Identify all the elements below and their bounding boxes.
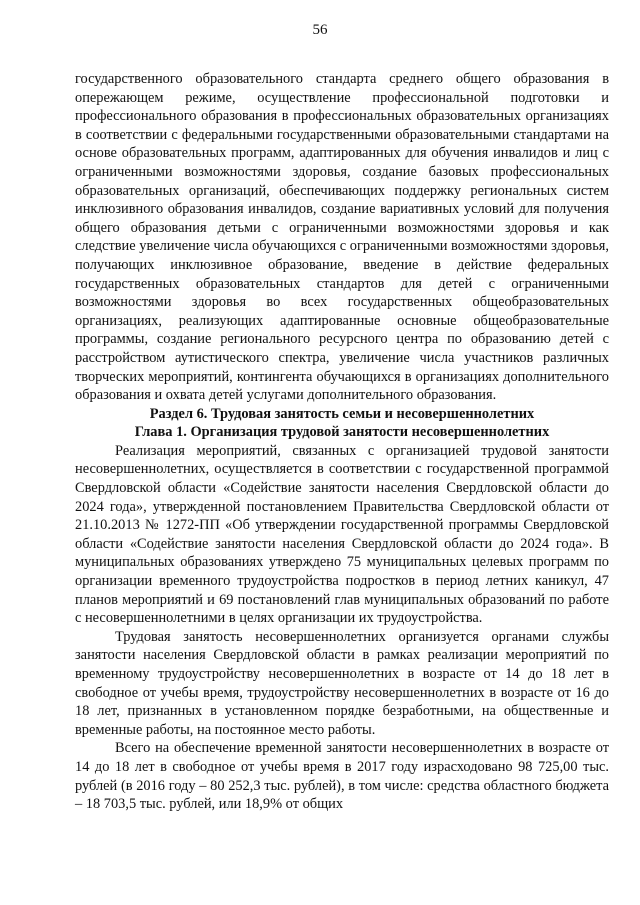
paragraph: Реализация мероприятий, связанных с организацией трудовой занятости несовершеннолетних, осуществляется в соответствии с государственной программой Свердловской области «Содействие занятости населения Свердловской области до 2024 года», утвержденной постановлением Правительства Свердловской области от 21.10.2013 № 1272-ПП «Об утверждении государственной программы Свердловской области «Содействие занятости населения Свердловской области до 2024 года». В муниципальных образованиях утверждено 75 муниципальных целевых программ по организации временного трудоустройства подростков в период летних каникул, 47 планов мероприятий и 69 постановлений глав муниципальных образований по работе с несовершеннолетними в целях организации их трудоустройства. — [75, 442, 609, 627]
paragraph: Всего на обеспечение временной занятости несовершеннолетних в возрасте от 14 до 18 лет в свободное от учебы время в 2017 году израсходовано 98 725,00 тыс. рублей (в 2016 году – 80 252,3 тыс. рублей), в том числе: средства областного бюджета – 18 703,5 тыс. рублей, или 18,9% от общих — [75, 740, 609, 813]
page-number: 56 — [312, 22, 328, 38]
chapter-heading: Глава 1. Организация трудовой занятости несовершеннолетних — [134, 424, 550, 441]
document-body — [75, 70, 609, 814]
paragraph-continued: государственного образовательного стандарта среднего общего образования в опережающем режиме, осуществление профессиональной подготовки и профессионального образования в профессиональных образовательных организациях в соответствии с федеральными государственными образовательными стандартами на основе образовательных программ, адаптированных для обучения инвалидов и лиц с ограниченными возможностями здоровья, создание базовых профессиональных образовательных организаций, обеспечивающих поддержку региональных систем инклюзивного образования инвалидов, создание вариативных условий для получения общего образования детьми с ограниченными возможностями здоровья и как следствие увеличение числа обучающихся с ограниченными возможностями здоровья, получающих инклюзивное образование, введение в действие федеральных государственных образовательных стандартов для детей с ограниченными возможностями здоровья во всех государственных общеобразовательных организациях, реализующих адаптированные основные общеобразовательные программы, создание регионального ресурсного центра по образованию детей с расстройством аутистического спектра, увеличение числа участников различных творческих мероприятий, контингента обучающихся в организациях дополнительного образования и охвата детей услугами дополнительного образования. — [75, 71, 609, 404]
paragraph: Трудовая занятость несовершеннолетних организуется органами службы занятости населения Свердловской области в рамках реализации мероприятий по временному трудоустройству несовершеннолетних в возрасте от 14 до 18 лет в свободное от учебы время, трудоустройству несовершеннолетних в возрасте от 16 до 18 лет, признанных в установленном порядке безработными, на общественные и временные работы, на постоянное место работы. — [75, 628, 609, 738]
section-heading: Раздел 6. Трудовая занятость семьи и несовершеннолетних — [149, 405, 535, 422]
